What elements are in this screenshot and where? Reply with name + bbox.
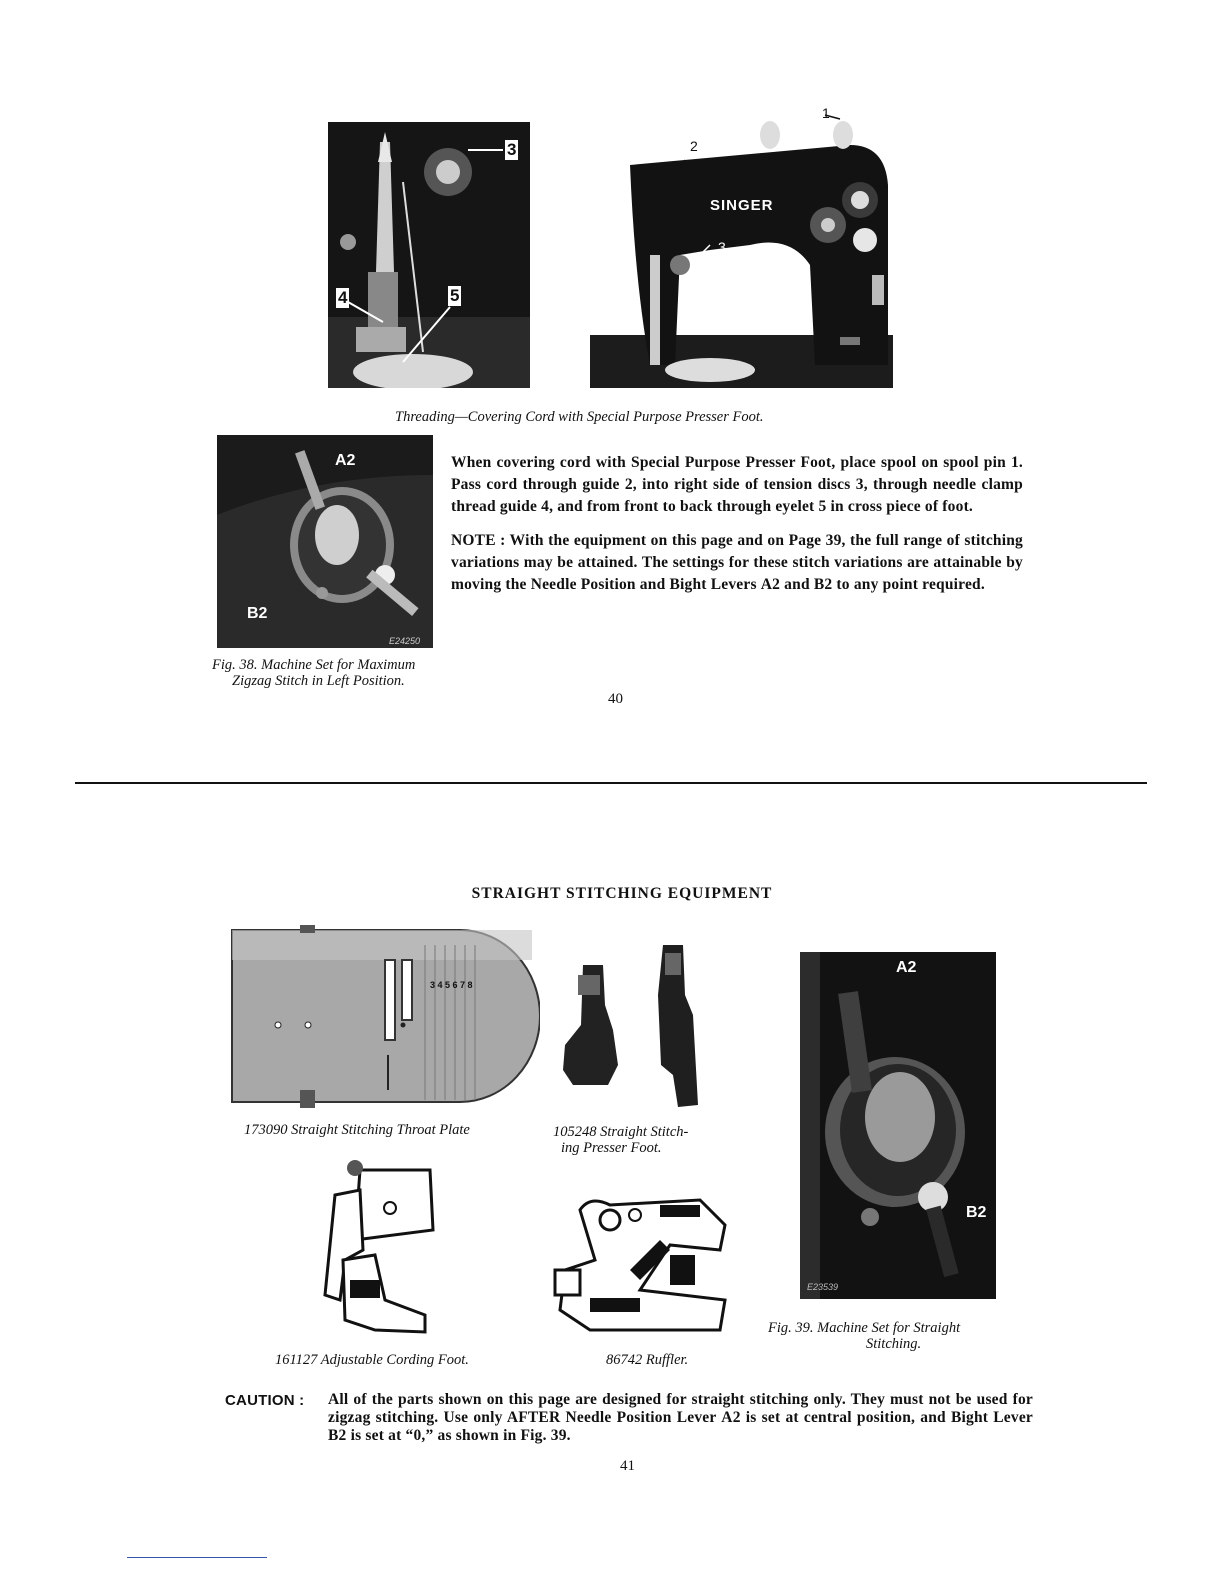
fig38-caption-line2: Zigzag Stitch in Left Position. (232, 673, 405, 689)
page-number-41: 41 (620, 1458, 635, 1474)
text-run: only (473, 1409, 503, 1426)
text-run: and from front to back through eyelet (553, 498, 819, 515)
fig38-lever-photo (217, 435, 433, 648)
footer-rule (127, 1557, 267, 1558)
figure-label-4b: 4 (632, 321, 640, 337)
fig39-lever-photo (800, 952, 996, 1299)
text-run: in cross piece of foot. (826, 498, 974, 515)
throat-plate-marks: 3 4 5 6 7 8 (430, 980, 473, 990)
cord-instructions (451, 452, 1023, 596)
presser-foot-image (553, 935, 728, 1115)
singer-brand-text: SINGER (710, 197, 774, 214)
singer-machine-illustration (590, 105, 893, 388)
caution-text (328, 1391, 1033, 1445)
fig39-code: E23539 (807, 1282, 839, 1292)
fig38-dial-illustration (217, 435, 433, 648)
text-run: Fig. 39. (520, 1427, 571, 1444)
figure-label-4: 4 (338, 288, 348, 307)
text-run: 4, (541, 498, 554, 515)
singer-machine-photo (590, 105, 893, 388)
paragraph-covering-cord (451, 452, 1023, 518)
threading-closeup-labels (328, 122, 530, 388)
ruffler-image (550, 1180, 740, 1340)
fig39-label-b2: B2 (966, 1204, 987, 1221)
page-divider (75, 782, 1147, 784)
text-run: 1. (1010, 454, 1023, 471)
text-run: NOTE : (451, 532, 506, 549)
fig38-code: E24250 (389, 636, 421, 646)
threading-caption: Threading—Covering Cord with Special Purpose Presser Foot. (395, 409, 764, 425)
fig38-label-a2: A2 (335, 452, 356, 469)
caution-label: CAUTION : (225, 1392, 305, 1409)
figure-label-2: 2 (690, 138, 698, 154)
text-run: is set at “0,” as shown in (346, 1427, 521, 1444)
text-run: B2 (813, 576, 833, 593)
throat-plate-image (230, 925, 540, 1115)
figure-label-1: 1 (822, 105, 830, 121)
text-run: and (780, 576, 814, 593)
figure-label-3b: 3 (718, 239, 726, 255)
section-heading: STRAIGHT STITCHING EQUIPMENT (471, 885, 773, 902)
text-run: A2 (760, 576, 781, 593)
presser-foot-caption-line1: 105248 Straight Stitch- (553, 1124, 689, 1140)
fig39-dial-illustration (800, 952, 996, 1299)
ruffler-caption: 86742 Ruffler. (606, 1352, 689, 1368)
figure-label-5b: 5 (693, 318, 701, 334)
fig38-caption-line1: Fig. 38. Machine Set for Maximum (212, 657, 416, 673)
throat-plate-illustration (230, 925, 540, 1115)
text-run: Page 39, (788, 532, 846, 549)
text-run: A2 (721, 1409, 741, 1426)
text-run: B2 (328, 1427, 347, 1444)
fig39-caption (768, 1320, 1038, 1352)
fig39-label-a2: A2 (896, 959, 917, 976)
fig39-caption-line1: Fig. 39. Machine Set for Straight (768, 1320, 961, 1336)
figure-label-5: 5 (450, 286, 460, 305)
presser-foot-caption (553, 1124, 753, 1156)
text-run: When covering cord with Special Purpose Presser Foot, place spool on spool pin (451, 454, 1011, 471)
presser-foot-illustration (553, 935, 728, 1115)
presser-foot-caption-line2: ing Presser Foot. (561, 1140, 662, 1156)
text-run: AFTER Needle Position Lever (502, 1409, 722, 1426)
text-run: All of the parts shown on this page are designed for straight stitching (328, 1391, 814, 1408)
text-run: the full range of stitching variations may be attained. The settings for these stitch variations are attainable by moving the Needle Position and Bight Levers (451, 532, 1023, 593)
page-number-40: 40 (608, 691, 623, 707)
paragraph-note (451, 530, 1023, 596)
fig38-caption (212, 657, 492, 689)
text-run: is set at central position, and Bight Lever (740, 1409, 1033, 1426)
ruffler-illustration (550, 1180, 740, 1340)
text-run: With the equipment on this page and on (505, 532, 789, 549)
cording-foot-illustration (315, 1160, 440, 1340)
cording-foot-caption: 161127 Adjustable Cording Foot. (275, 1352, 469, 1368)
fig39-caption-line2: Stitching. (866, 1336, 922, 1352)
fig38-label-b2: B2 (247, 605, 268, 622)
text-run: 3, (855, 476, 868, 493)
text-run: They must not be used for zigzag stitching. Use (328, 1391, 1033, 1426)
text-run: only. (813, 1391, 846, 1408)
text-run: to any point required. (832, 576, 985, 593)
throat-plate-caption: 173090 Straight Stitching Throat Plate (244, 1122, 470, 1138)
cording-foot-image (315, 1160, 440, 1340)
text-run: 2, (624, 476, 637, 493)
text-run: Pass cord through guide (451, 476, 625, 493)
text-run: into right side of tension discs (636, 476, 856, 493)
figure-label-3: 3 (507, 140, 517, 159)
text-run: 5 (818, 498, 827, 515)
text-run: through needle clamp thread guide (451, 476, 1023, 515)
